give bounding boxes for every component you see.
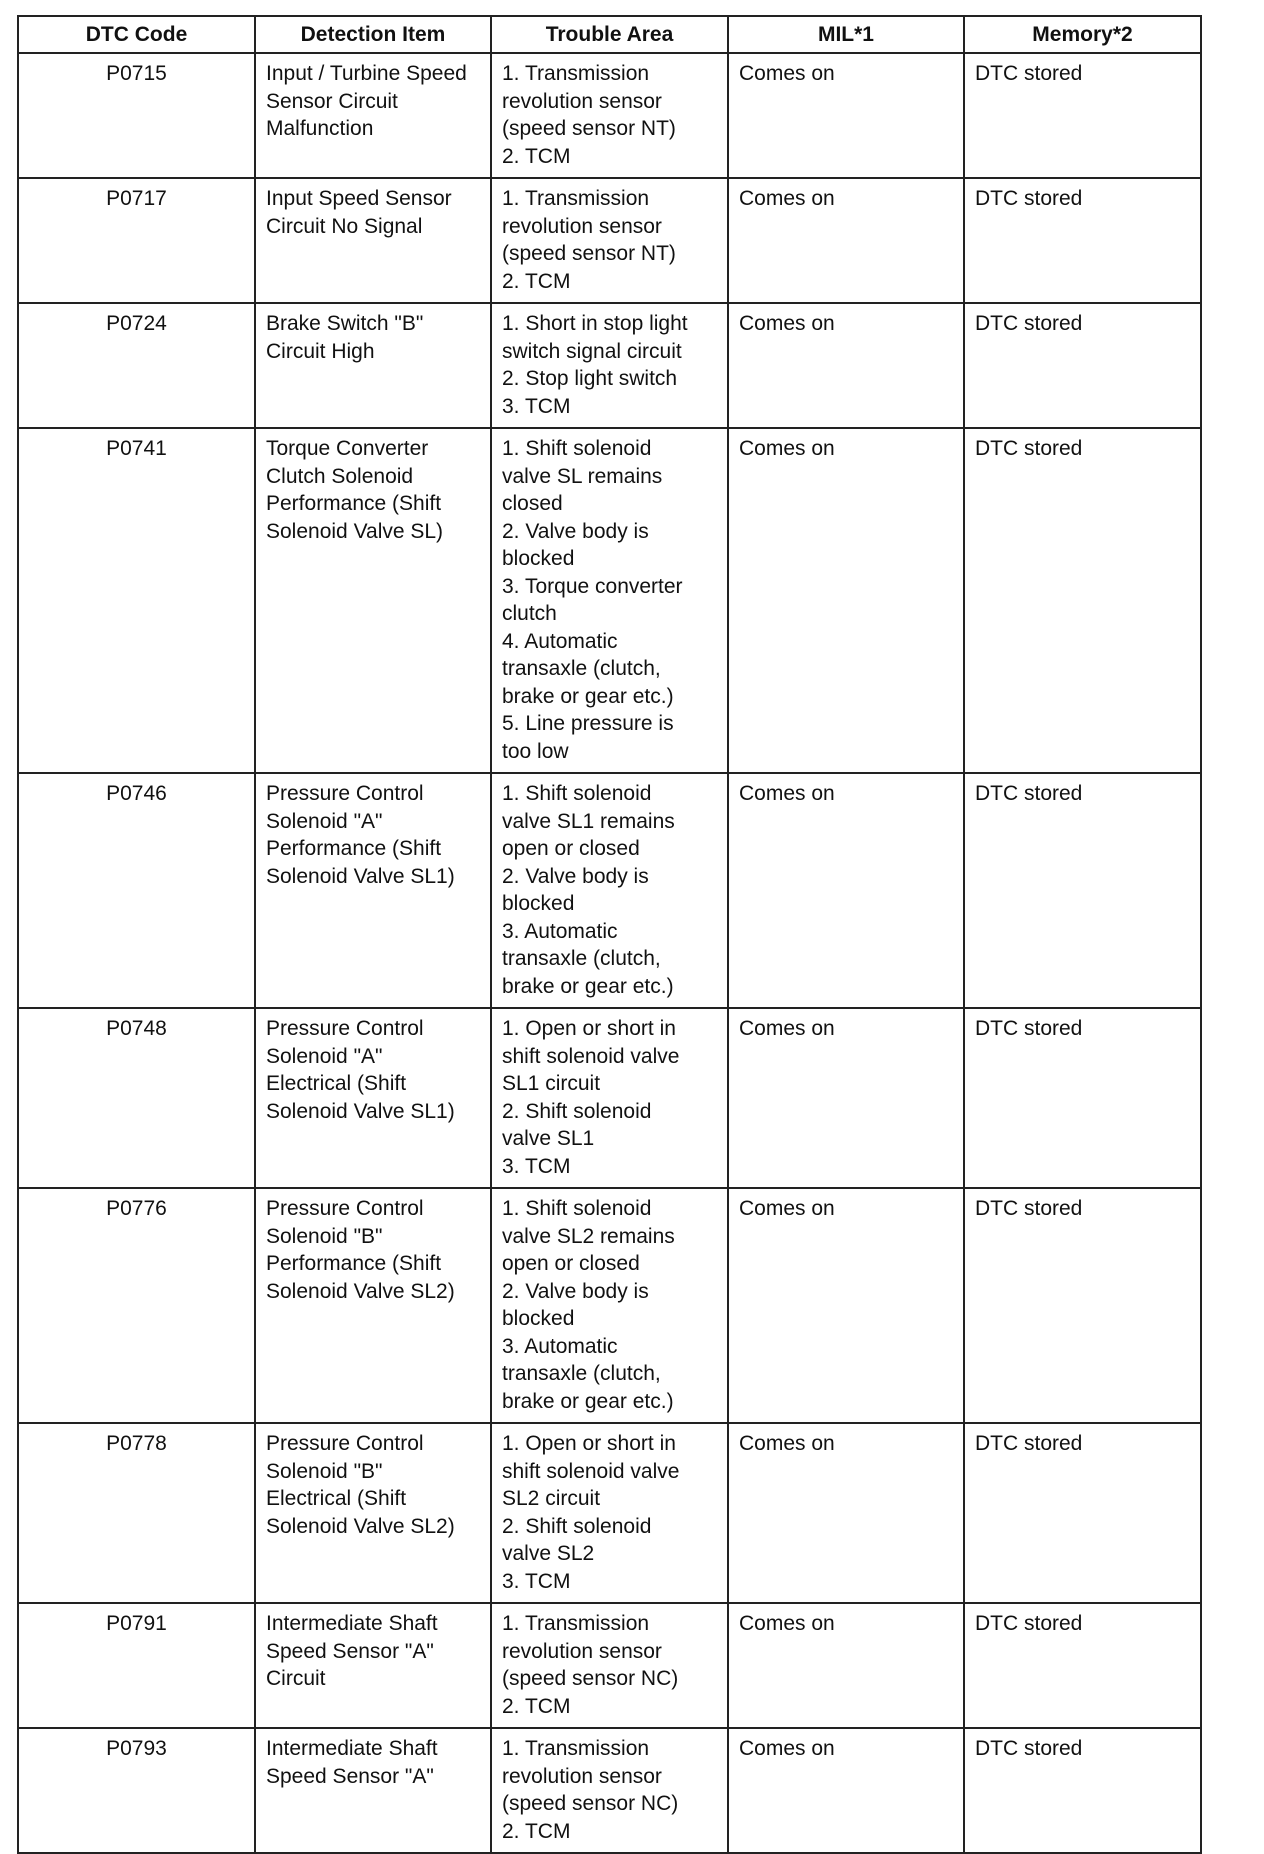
trouble-area-line: 4. Automatic <box>502 629 618 653</box>
detection-item-line: Pressure Control <box>266 782 424 805</box>
dtc-code-cell: P0746 <box>18 773 255 1008</box>
mil-cell: Comes on <box>728 1188 964 1423</box>
detection-item-line: Input / Turbine Speed <box>266 62 467 85</box>
table-row <box>18 178 1201 303</box>
memory-cell: DTC stored <box>964 1728 1201 1853</box>
trouble-area-line: 3. Automatic <box>502 1334 618 1358</box>
detection-item-line: Clutch Solenoid <box>266 464 414 488</box>
detection-item-line: Pressure Control <box>266 1197 424 1220</box>
dtc-code-cell: P0741 <box>18 428 255 773</box>
trouble-area-cell <box>491 53 728 178</box>
trouble-area-line: 3. TCM <box>502 1154 571 1178</box>
table-row <box>18 303 1201 428</box>
trouble-area-line: transaxle (clutch, <box>502 1362 661 1385</box>
detection-item-line: Speed Sensor "A" <box>266 1639 434 1663</box>
trouble-area-line: 5. Line pressure is <box>502 712 674 735</box>
trouble-area-line: 1. Open or short in <box>502 1017 676 1040</box>
trouble-area-cell <box>491 1008 728 1188</box>
detection-item-line: Speed Sensor "A" <box>266 1764 434 1788</box>
detection-item-line: Input Speed Sensor <box>266 187 452 210</box>
memory-cell: DTC stored <box>964 53 1201 178</box>
trouble-area-line: 2. TCM <box>502 1694 571 1718</box>
trouble-area-line: brake or gear etc.) <box>502 974 674 998</box>
trouble-area-line: 1. Transmission <box>502 1612 650 1635</box>
trouble-area-line: 1. Shift solenoid <box>502 782 652 805</box>
detection-item-cell <box>255 303 491 428</box>
header-row <box>18 16 1201 53</box>
trouble-area-line: brake or gear etc.) <box>502 684 674 708</box>
dtc-code-cell: P0776 <box>18 1188 255 1423</box>
detection-item-line: Brake Switch "B" <box>266 312 424 335</box>
trouble-area-line: transaxle (clutch, <box>502 947 661 970</box>
dtc-code-cell: P0748 <box>18 1008 255 1188</box>
detection-item-line: Solenoid "B" <box>266 1459 383 1483</box>
dtc-code-cell: P0717 <box>18 178 255 303</box>
mil-cell: Comes on <box>728 1423 964 1603</box>
detection-item-line: Sensor Circuit <box>266 89 398 113</box>
header-dtc-code: DTC Code <box>18 16 255 53</box>
trouble-area-line: transaxle (clutch, <box>502 657 661 680</box>
table-row <box>18 1188 1201 1423</box>
detection-item-line: Torque Converter <box>266 437 429 460</box>
table-header <box>18 16 1201 53</box>
mil-cell: Comes on <box>728 428 964 773</box>
table-row <box>18 1728 1201 1853</box>
detection-item-line: Solenoid Valve SL) <box>266 519 444 543</box>
trouble-area-line: valve SL2 <box>502 1542 595 1565</box>
trouble-area-line: 3. Automatic <box>502 919 618 943</box>
trouble-area-line: brake or gear etc.) <box>502 1389 674 1413</box>
detection-item-line: Electrical (Shift <box>266 1072 407 1095</box>
trouble-area-line: 2. TCM <box>502 1819 571 1843</box>
mil-cell: Comes on <box>728 773 964 1008</box>
memory-cell: DTC stored <box>964 1188 1201 1423</box>
trouble-area-line: 1. Short in stop light <box>502 312 688 335</box>
header-trouble-area: Trouble Area <box>491 16 728 53</box>
dtc-code-cell: P0778 <box>18 1423 255 1603</box>
trouble-area-line: valve SL1 remains <box>502 809 675 833</box>
memory-cell: DTC stored <box>964 1603 1201 1728</box>
trouble-area-line: (speed sensor NC) <box>502 1792 679 1815</box>
table-row <box>18 53 1201 178</box>
dtc-code-cell: P0724 <box>18 303 255 428</box>
memory-cell: DTC stored <box>964 1008 1201 1188</box>
trouble-area-line: open or closed <box>502 837 640 860</box>
trouble-area-line: switch signal circuit <box>502 339 682 363</box>
trouble-area-cell <box>491 1188 728 1423</box>
trouble-area-cell <box>491 178 728 303</box>
trouble-area-line: 3. TCM <box>502 394 571 418</box>
detection-item-line: Intermediate Shaft <box>266 1612 438 1635</box>
detection-item-line: Circuit High <box>266 339 375 363</box>
mil-cell: Comes on <box>728 1728 964 1853</box>
mil-cell: Comes on <box>728 1008 964 1188</box>
mil-cell: Comes on <box>728 303 964 428</box>
detection-item-line: Solenoid "A" <box>266 1044 383 1068</box>
table-row <box>18 1603 1201 1728</box>
header-memory: Memory*2 <box>964 16 1201 53</box>
trouble-area-line: SL2 circuit <box>502 1487 601 1510</box>
dtc-code-cell: P0791 <box>18 1603 255 1728</box>
trouble-area-line: (speed sensor NT) <box>502 242 676 265</box>
trouble-area-line: valve SL2 remains <box>502 1224 675 1248</box>
detection-item-line: Performance (Shift <box>266 1252 442 1275</box>
detection-item-line: Electrical (Shift <box>266 1487 407 1510</box>
trouble-area-line: 1. Transmission <box>502 62 650 85</box>
detection-item-line: Solenoid Valve SL2) <box>266 1514 455 1538</box>
mil-cell: Comes on <box>728 1603 964 1728</box>
detection-item-line: Solenoid "B" <box>266 1224 383 1248</box>
trouble-area-line: closed <box>502 492 563 515</box>
table-row <box>18 1008 1201 1188</box>
trouble-area-line: shift solenoid valve <box>502 1459 680 1483</box>
trouble-area-line: open or closed <box>502 1252 640 1275</box>
detection-item-cell <box>255 178 491 303</box>
trouble-area-line: 1. Transmission <box>502 187 650 210</box>
detection-item-line: Solenoid Valve SL1) <box>266 1099 455 1123</box>
trouble-area-line: 2. Shift solenoid <box>502 1099 652 1123</box>
trouble-area-line: 2. Shift solenoid <box>502 1514 652 1538</box>
trouble-area-line: 2. TCM <box>502 269 571 293</box>
mil-cell: Comes on <box>728 178 964 303</box>
detection-item-line: Malfunction <box>266 117 374 140</box>
detection-item-cell <box>255 1728 491 1853</box>
table-body <box>18 53 1201 1853</box>
trouble-area-line: revolution sensor <box>502 1764 662 1788</box>
dtc-code-cell: P0715 <box>18 53 255 178</box>
trouble-area-line: 2. TCM <box>502 144 571 168</box>
trouble-area-cell <box>491 1603 728 1728</box>
table-row <box>18 1423 1201 1603</box>
detection-item-line: Intermediate Shaft <box>266 1737 438 1760</box>
trouble-area-line: 3. Torque converter <box>502 574 683 598</box>
detection-item-line: Solenoid "A" <box>266 809 383 833</box>
trouble-area-cell <box>491 303 728 428</box>
trouble-area-cell <box>491 1423 728 1603</box>
table-row <box>18 773 1201 1008</box>
trouble-area-line: revolution sensor <box>502 89 662 113</box>
trouble-area-line: (speed sensor NT) <box>502 117 676 140</box>
memory-cell: DTC stored <box>964 428 1201 773</box>
trouble-area-line: 2. Stop light switch <box>502 367 678 390</box>
detection-item-cell <box>255 773 491 1008</box>
trouble-area-line: 1. Open or short in <box>502 1432 676 1455</box>
table-row <box>18 428 1201 773</box>
detection-item-cell <box>255 1603 491 1728</box>
trouble-area-line: valve SL remains <box>502 464 663 488</box>
detection-item-line: Performance (Shift <box>266 837 442 860</box>
trouble-area-cell <box>491 428 728 773</box>
trouble-area-line: 3. TCM <box>502 1569 571 1593</box>
trouble-area-line: revolution sensor <box>502 1639 662 1663</box>
trouble-area-line: 1. Transmission <box>502 1737 650 1760</box>
trouble-area-line: (speed sensor NC) <box>502 1667 679 1690</box>
detection-item-cell <box>255 1188 491 1423</box>
detection-item-line: Solenoid Valve SL2) <box>266 1279 455 1303</box>
trouble-area-line: 1. Shift solenoid <box>502 437 652 460</box>
detection-item-line: Performance (Shift <box>266 492 442 515</box>
trouble-area-line: blocked <box>502 892 575 915</box>
trouble-area-line: too low <box>502 739 569 763</box>
dtc-code-cell: P0793 <box>18 1728 255 1853</box>
detection-item-line: Circuit <box>266 1667 326 1690</box>
trouble-area-cell <box>491 773 728 1008</box>
memory-cell: DTC stored <box>964 1423 1201 1603</box>
detection-item-line: Solenoid Valve SL1) <box>266 864 455 888</box>
detection-item-line: Pressure Control <box>266 1017 424 1040</box>
trouble-area-cell <box>491 1728 728 1853</box>
detection-item-cell <box>255 428 491 773</box>
detection-item-cell <box>255 1008 491 1188</box>
trouble-area-line: valve SL1 <box>502 1127 595 1150</box>
detection-item-line: Circuit No Signal <box>266 214 423 238</box>
trouble-area-line: 2. Valve body is <box>502 1279 649 1303</box>
trouble-area-line: 1. Shift solenoid <box>502 1197 652 1220</box>
mil-cell: Comes on <box>728 53 964 178</box>
header-detection-item: Detection Item <box>255 16 491 53</box>
memory-cell: DTC stored <box>964 303 1201 428</box>
dtc-table <box>17 15 1202 1854</box>
trouble-area-line: SL1 circuit <box>502 1072 601 1095</box>
memory-cell: DTC stored <box>964 773 1201 1008</box>
trouble-area-line: blocked <box>502 547 575 570</box>
trouble-area-line: 2. Valve body is <box>502 864 649 888</box>
detection-item-line: Pressure Control <box>266 1432 424 1455</box>
trouble-area-line: shift solenoid valve <box>502 1044 680 1068</box>
trouble-area-line: revolution sensor <box>502 214 662 238</box>
header-mil: MIL*1 <box>728 16 964 53</box>
memory-cell: DTC stored <box>964 178 1201 303</box>
trouble-area-line: blocked <box>502 1307 575 1330</box>
trouble-area-line: clutch <box>502 602 557 625</box>
trouble-area-line: 2. Valve body is <box>502 519 649 543</box>
detection-item-cell <box>255 1423 491 1603</box>
detection-item-cell <box>255 53 491 178</box>
